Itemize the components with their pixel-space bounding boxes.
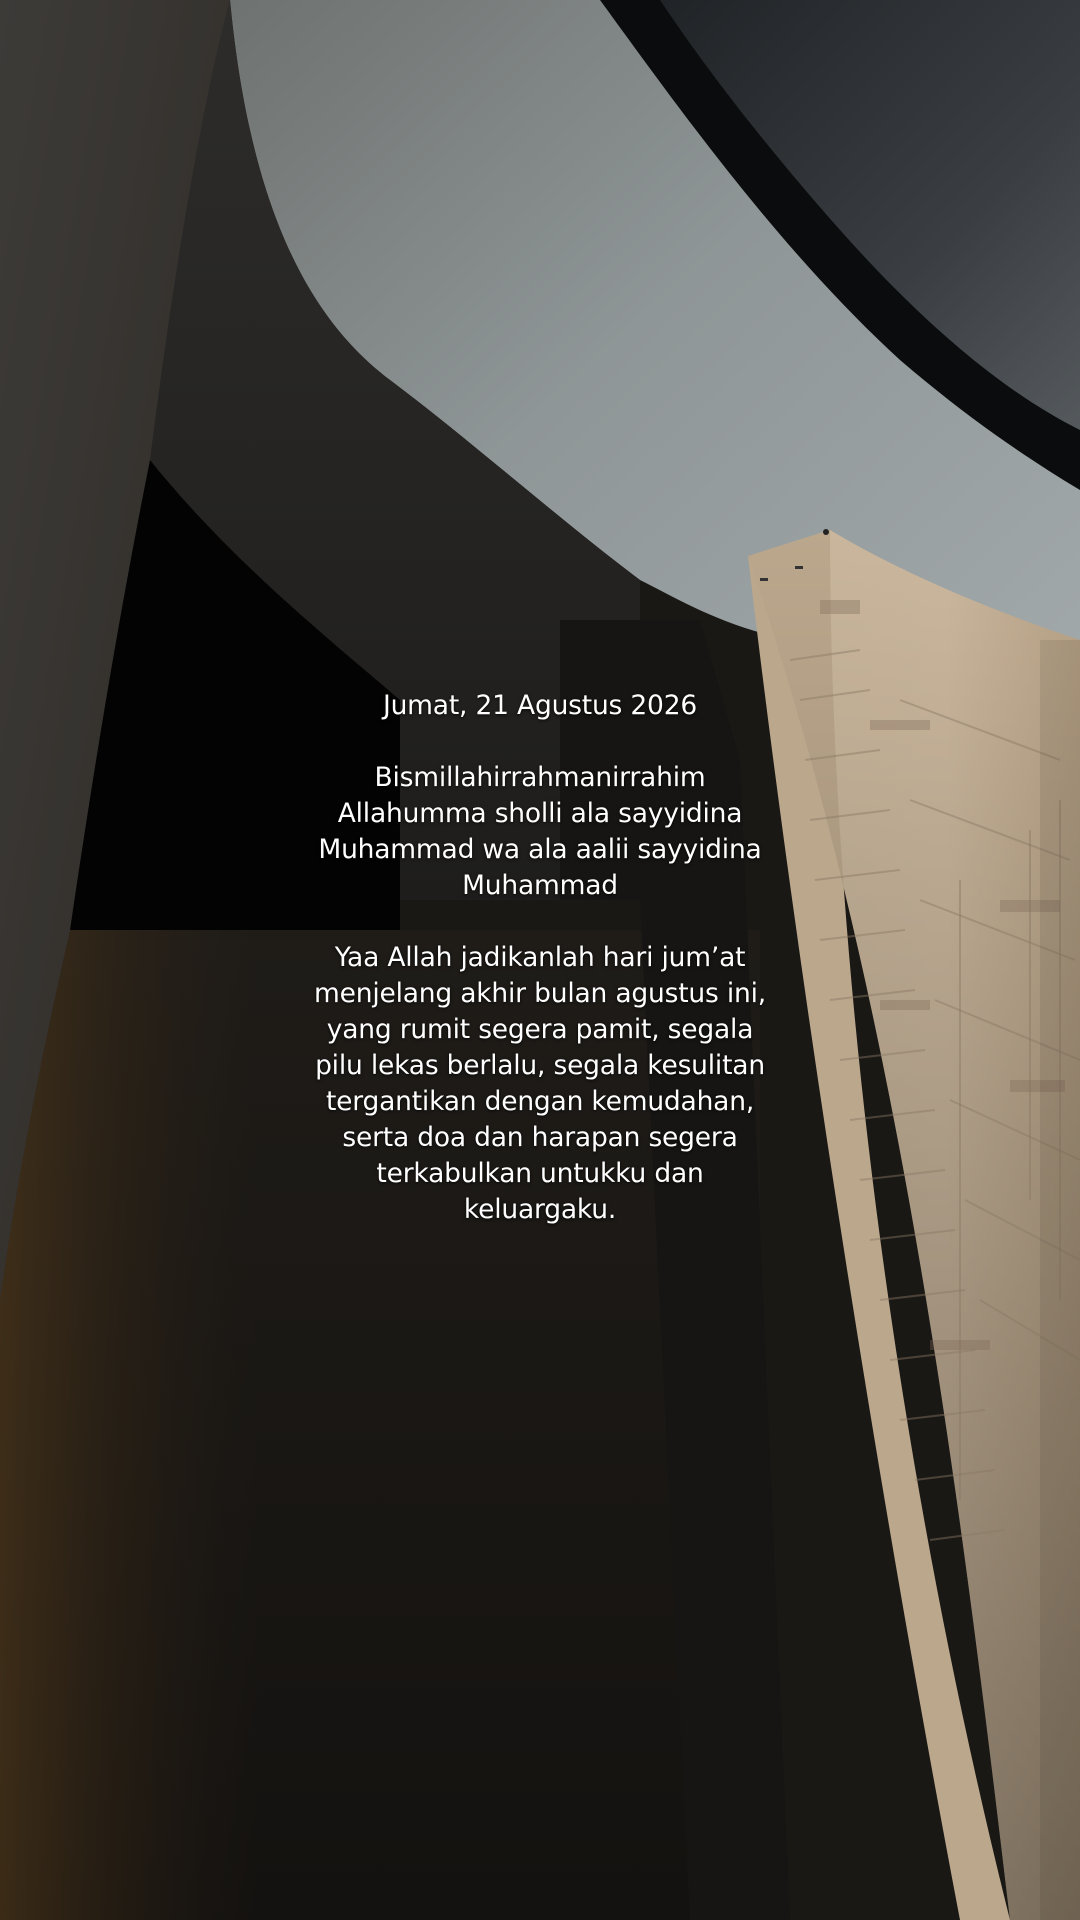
caption-prayer xyxy=(240,940,840,1228)
prayer-line: Yaa Allah jadikanlah hari jum’at xyxy=(334,942,746,973)
caption-shalawat xyxy=(240,760,840,904)
shalawat-line: Muhammad xyxy=(462,870,618,901)
prayer-line: menjelang akhir bulan agustus ini, xyxy=(314,978,766,1009)
prayer-line: keluargaku. xyxy=(463,1194,617,1225)
prayer-caption xyxy=(240,688,840,1228)
prayer-line: yang rumit segera pamit, segala xyxy=(326,1014,754,1045)
shalawat-line: Bismillahirrahmanirrahim xyxy=(374,762,706,793)
shalawat-line: Muhammad wa ala aalii sayyidina xyxy=(318,834,762,865)
spacer xyxy=(240,724,840,760)
shalawat-line: Allahumma sholli ala sayyidina xyxy=(337,798,743,829)
prayer-line: tergantikan dengan kemudahan, xyxy=(325,1086,755,1117)
prayer-line: terkabulkan untukku dan xyxy=(376,1158,704,1189)
caption-date: Jumat, 21 Agustus 2026 xyxy=(382,690,698,721)
prayer-line: serta doa dan harapan segera xyxy=(342,1122,738,1153)
spacer xyxy=(240,904,840,940)
prayer-line: pilu lekas berlalu, segala kesulitan xyxy=(315,1050,765,1081)
